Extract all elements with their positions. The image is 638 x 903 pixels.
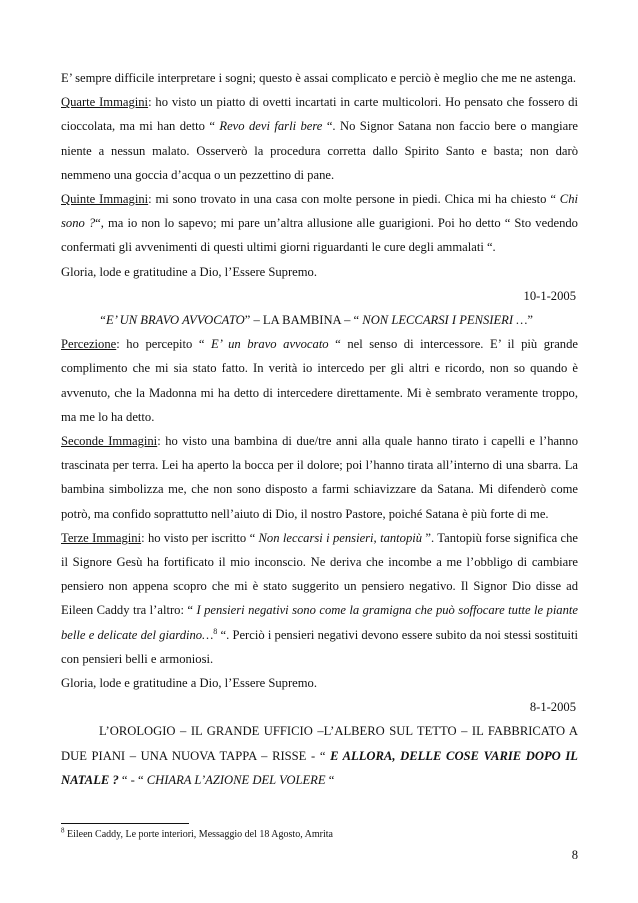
entry-date: 10-1-2005 bbox=[523, 288, 576, 303]
paragraph-quinte-immagini: Quinte Immagini: mi sono trovato in una casa con molte persone in piedi. Chica mi ha chiesto “ Chi sono ?“, ma io non lo sapevo; mi pare un’altra allusione alle guarigioni. Poi ho detto “ Sto vedendo confermati gli avvenimenti di questi ultimi giorni riguardanti le cure degli ammalati “. bbox=[61, 192, 578, 255]
paragraph-percezione: Percezione: ho percepito “ E’ un bravo avvocato “ nel senso di intercessore. E’ il più grande complimento che mi sia stato fatto. In verità io intercedo per gli altri e ricordo, non so quando è avvenuto, che la Madonna mi ha detto di intercedere direttamente. Mi è sembrato veramente troppo, ma me lo ha detto. bbox=[61, 337, 578, 424]
quote: Chi sono ? bbox=[61, 192, 578, 231]
page-number: 8 bbox=[571, 848, 578, 862]
paragraph-gloria: Gloria, lode e gratitudine a Dio, l’Essere Supremo. bbox=[61, 676, 318, 691]
section-label: Quarte Immagini bbox=[61, 95, 149, 110]
paragraph-seconde-immagini: Seconde Immagini: ho visto una bambina di due/tre anni alla quale hanno tirato i capelli e l’hanno trascinata per terra. Lei ha aperto la bocca per il dolore; poi l’hanno tirata all’interno di una sbarra. La bambina simbolizza me, che non sono disposto a farmi schiavizzare da Satana. Mi difenderò come potrò, ma confido soprattutto nell’aiuto di Dio, il nostro Pastore, poiché Satana è più forte di me. bbox=[61, 434, 578, 521]
footnote-divider bbox=[61, 823, 189, 824]
paragraph-terze-immagini: Terze Immagini: ho visto per iscritto “ Non leccarsi i pensieri, tantopiù ”. Tantopiù forse significa che il Signore Gesù ha fortificato il mio inconscio. Ne deriva che incombe a me l’obbligo di cambiare pensiero non appena scopro che mi è stato suggerito un pensiero negativo. Il Signor Dio disse ad Eileen Caddy tra l’altro: “ I pensieri negativi sono come la gramigna che può soffocare tutte le piante belle e delicate del giardino…$^8$ “. Perciò i pensieri negativi devono essere subito da noi stessi sostituiti con pensieri belli e armoniosi. bbox=[61, 530, 578, 666]
footnote-ref[interactable]: 8 bbox=[213, 626, 218, 636]
quote: I pensieri negativi sono come la gramigna che può soffocare tutte le piante belle e delicate del giardino… bbox=[61, 603, 578, 642]
paragraph-gloria: Gloria, lode e gratitudine a Dio, l’Essere Supremo. bbox=[61, 264, 318, 279]
entry-heading: L’OROLOGIO – IL GRANDE UFFICIO –L’ALBERO SUL TETTO – IL FABBRICATO A DUE PIANI – UNA NUOVA TAPPA – RISSE - “ E ALLORA, DELLE COSE VARIE DOPO IL NATALE ? “ - “ CHIARA L’AZIONE DEL VOLERE “ bbox=[61, 724, 578, 787]
footnote-text: Eileen Caddy, Le porte interiori, Messaggio del 18 Agosto, Amrita bbox=[64, 829, 333, 840]
section-label: Terze Immagini bbox=[61, 530, 142, 545]
section-label: Quinte Immagini bbox=[61, 192, 149, 207]
page-body bbox=[61, 66, 578, 792]
footnote bbox=[61, 828, 578, 841]
section-label: Percezione bbox=[61, 337, 117, 352]
quote: Non leccarsi i pensieri, tantopiù bbox=[258, 530, 423, 545]
entry-heading: “E’ UN BRAVO AVVOCATO” – LA BAMBINA – “ NON LECCARSI I PENSIERI …” bbox=[99, 313, 533, 328]
entry-date: 8-1-2005 bbox=[529, 700, 576, 715]
section-label: Seconde Immagini bbox=[61, 434, 158, 449]
paragraph-intro: E’ sempre difficile interpretare i sogni; questo è assai complicato e perciò è meglio che me ne astenga. bbox=[61, 71, 576, 85]
quote: Revo devi farli bere bbox=[219, 119, 323, 134]
footnote-number: 8 bbox=[61, 826, 65, 835]
paragraph-quarte-immagini: Quarte Immagini: ho visto un piatto di ovetti incartati in carte multicolori. Ho pensato che fossero di cioccolata, ma mi han detto “ Revo devi farli bere “. No Signor Satana non faccio bere o mangiare niente a nessun malato. Osserverò la procedura corretta dallo Spirito Santo e basta; non darò nemmeno una goccia d’acqua o un pezzettino di pane. bbox=[61, 95, 578, 182]
quote: E’ un bravo avvocato bbox=[211, 337, 329, 352]
